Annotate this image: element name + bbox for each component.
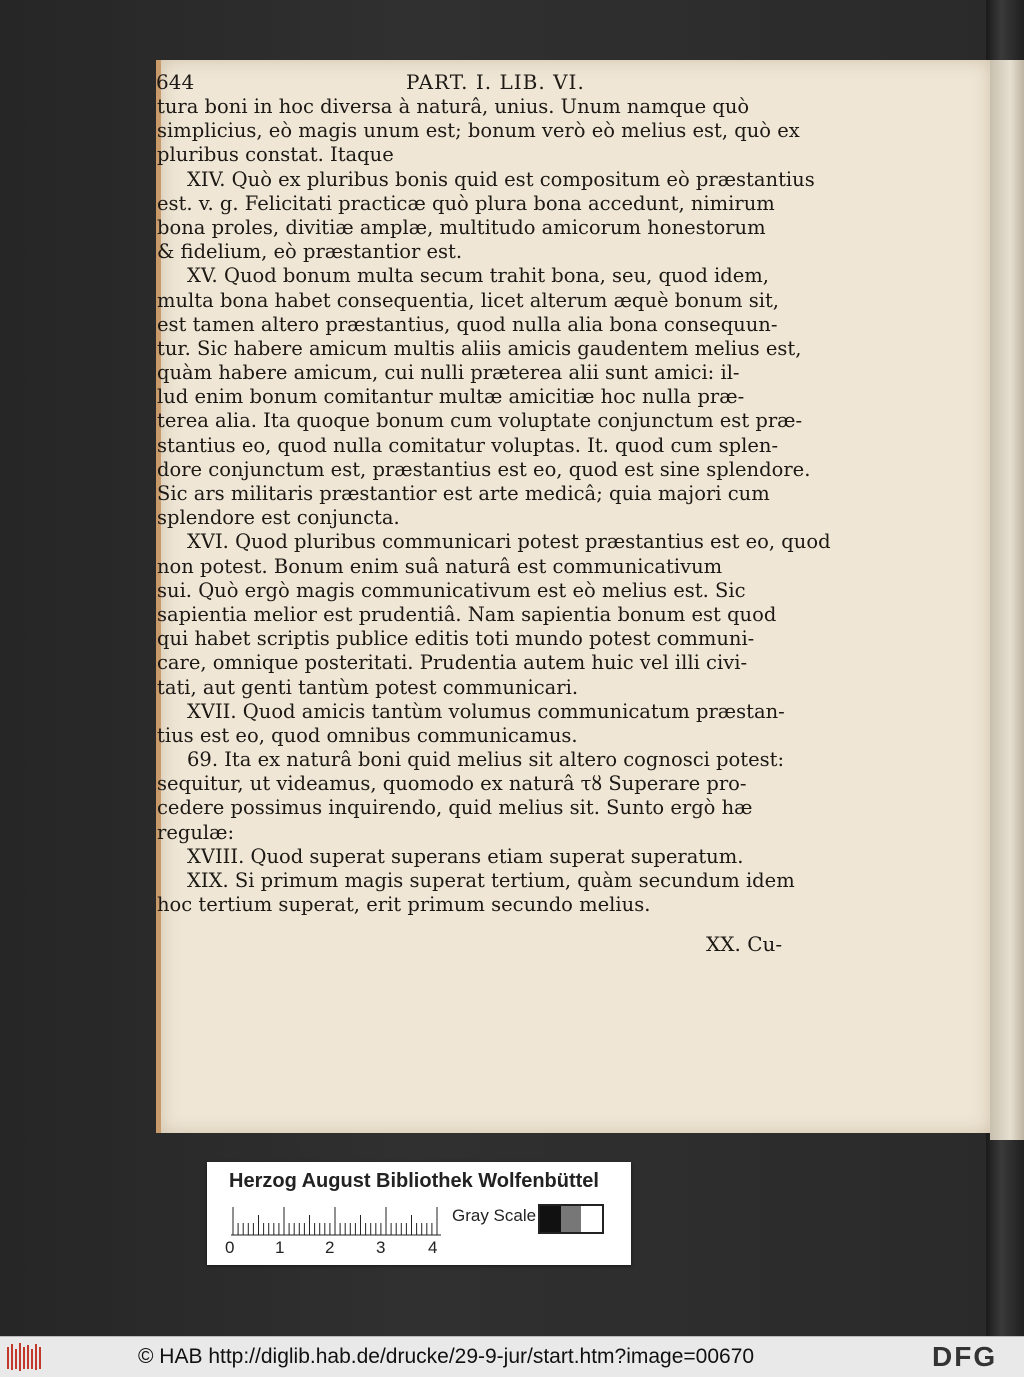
text-line: simplicius, eò magis unum est; bonum verò eò melius est, quò ex bbox=[157, 119, 800, 143]
ruler-number: 2 bbox=[325, 1238, 335, 1257]
ruler-number: 3 bbox=[376, 1238, 386, 1257]
text-line: non potest. Bonum enim suâ naturâ est communicativum bbox=[157, 554, 723, 578]
text-line: pluribus constat. Itaque bbox=[157, 143, 394, 167]
text-line: & fidelium, eò præstantior est. bbox=[157, 240, 463, 264]
text-line: splendore est conjuncta. bbox=[157, 506, 400, 530]
text-line: est tamen altero præstantius, quod nulla alia bona consequun- bbox=[157, 312, 778, 336]
library-name: Herzog August Bibliothek Wolfenbüttel bbox=[229, 1170, 599, 1192]
text-line: multa bona habet consequentia, licet alterum æquè bonum sit, bbox=[157, 288, 779, 312]
text-line: bona proles, divitiæ amplæ, multitudo amicorum honestorum bbox=[157, 215, 766, 239]
text-line: XVIII. Quod superat superans etiam superat superatum. bbox=[187, 844, 744, 868]
text-line: Sic ars militaris præstantior est arte medicâ; quia majori cum bbox=[157, 482, 770, 505]
text-line: tura boni in hoc diversa à naturâ, unius. Unum namque quò bbox=[157, 95, 750, 118]
page-text bbox=[157, 95, 831, 917]
text-line: stantius eo, quod nulla comitatur voluptas. It. quod cum splen- bbox=[157, 433, 779, 457]
text-line: cedere possimus inquirendo, quid melius sit. Sunto ergò hæ bbox=[157, 796, 753, 820]
text-line: tius est eo, quod omnibus communicamus. bbox=[157, 723, 578, 747]
text-line: hoc tertium superat, erit primum secundo melius. bbox=[157, 893, 651, 917]
text-line: sequitur, ut videamus, quomodo ex naturâ τȣ Superare pro- bbox=[157, 772, 747, 796]
barcode-logo-icon bbox=[6, 1341, 44, 1373]
ruler-number: 4 bbox=[428, 1238, 438, 1257]
ruler-scale bbox=[231, 1206, 441, 1236]
text-line: XIV. Quò ex pluribus bonis quid est compositum eò præstantius bbox=[187, 167, 815, 191]
text-line: XIX. Si primum magis superat tertium, quàm secundum idem bbox=[187, 869, 795, 892]
text-line: terea alia. Ita quoque bonum cum voluptate conjunctum est præ- bbox=[157, 409, 803, 433]
gray-scale-label: Gray Scale bbox=[452, 1206, 537, 1225]
text-line: qui habet scriptis publice editis toti mundo potest communi- bbox=[157, 627, 755, 651]
running-head: PART. I. LIB. VI. bbox=[406, 70, 585, 94]
gray-scale-swatch bbox=[538, 1204, 604, 1234]
page-number: 644 bbox=[156, 70, 195, 94]
text-line: tati, aut genti tantùm potest communicari. bbox=[157, 675, 579, 699]
text-line: XVI. Quod pluribus communicari potest præstantius est eo, quod bbox=[187, 530, 831, 554]
ruler-number: 0 bbox=[225, 1238, 235, 1257]
text-line: regulæ: bbox=[157, 820, 235, 844]
source-link[interactable]: © HAB http://diglib.hab.de/drucke/29-9-jur/start.htm?image=00670 bbox=[138, 1345, 755, 1368]
library-label-card bbox=[207, 1162, 631, 1265]
viewer-footer bbox=[0, 1336, 1024, 1377]
text-line: care, omnique posteritati. Prudentia autem huic vel illi civi- bbox=[157, 651, 748, 675]
text-line: XVII. Quod amicis tantùm volumus communicatum præstan- bbox=[187, 699, 785, 723]
catchword: XX. Cu- bbox=[706, 932, 783, 956]
text-line: 69. Ita ex naturâ boni quid melius sit altero cognosci potest: bbox=[187, 748, 785, 772]
text-line: sapientia melior est prudentiâ. Nam sapientia bonum est quod bbox=[157, 602, 777, 626]
ruler-number: 1 bbox=[275, 1238, 285, 1257]
page-edge bbox=[990, 60, 1024, 1140]
text-line: XV. Quod bonum multa secum trahit bona, seu, quod idem, bbox=[187, 264, 769, 288]
text-line: lud enim bonum comitantur multæ amicitiæ hoc nulla præ- bbox=[157, 385, 745, 409]
text-line: tur. Sic habere amicum multis aliis amicis gaudentem melius est, bbox=[157, 336, 802, 360]
ruler-numbers bbox=[225, 1238, 455, 1258]
text-line: sui. Quò ergò magis communicativum est eò melius est. Sic bbox=[157, 578, 746, 602]
text-line: quàm habere amicum, cui nulli præterea alii sunt amici: il- bbox=[157, 361, 740, 385]
text-line: est. v. g. Felicitati practicæ quò plura bona accedunt, nimirum bbox=[157, 191, 775, 215]
text-line: dore conjunctum est, præstantius est eo, quod est sine splendore. bbox=[157, 457, 811, 481]
dfg-logo: DFG bbox=[932, 1341, 998, 1372]
